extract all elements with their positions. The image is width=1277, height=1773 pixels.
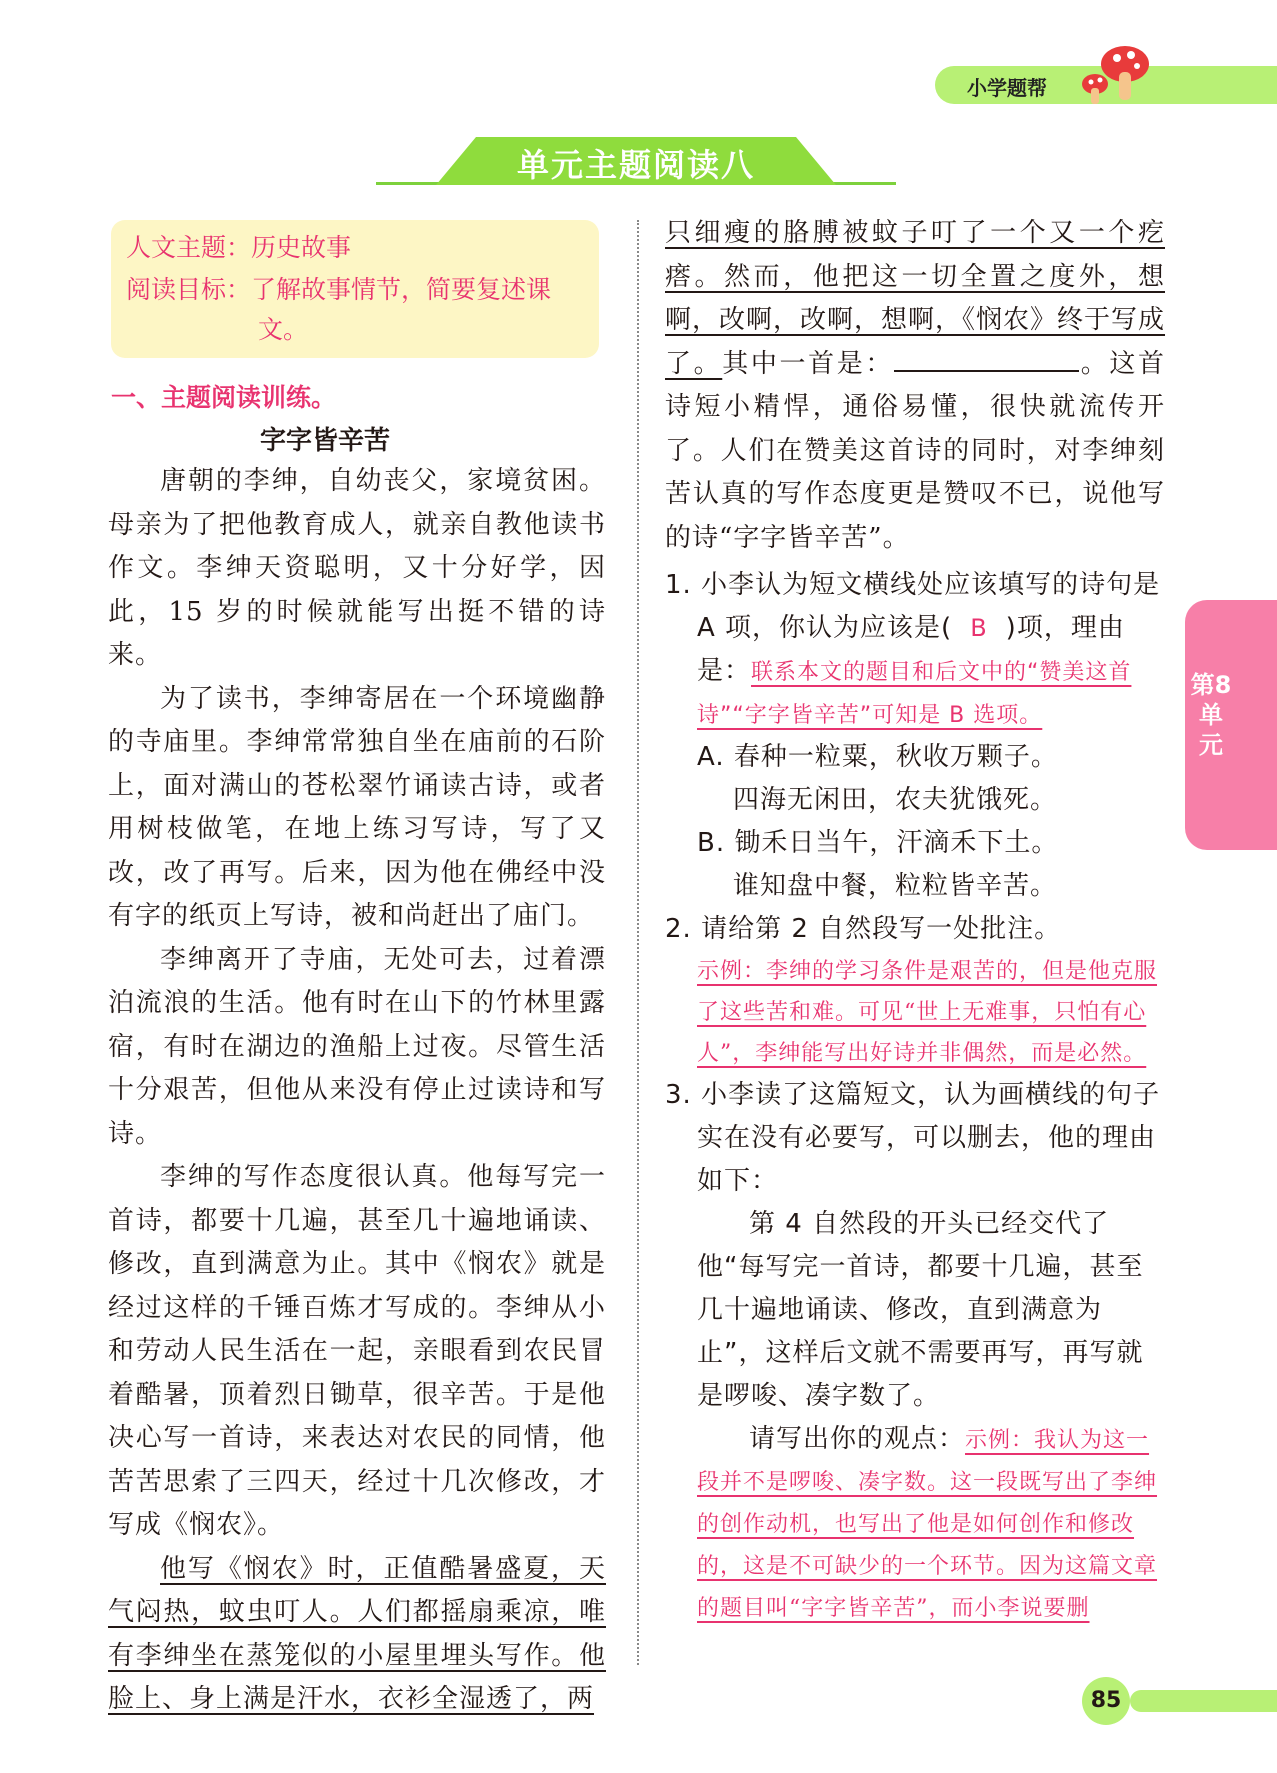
paragraph-3: 李绅离开了寺庙，无处可去，过着漂泊流浪的生活。他有时在山下的竹林里露宿，有时在湖边的渔船上过夜。尽管生活十分艰苦，但他从来没有停止过读诗和写诗。 xyxy=(108,944,606,1149)
underlined-sentence-right: 只细瘦的胳膊被蚊子叮了一个又一个疙瘩。然而，他把这一切全置之度外，想啊，改啊，改啊，想啊，《悯农》终于写成了。 xyxy=(665,218,1166,379)
paragraph-1: 唐朝的李绅，自幼丧父，家境贫困。母亲为了把他教育成人，就亲自教他读书作文。李绅天资聪明，又十分好学，因此，15 岁的时候就能写出挺不错的诗来。 xyxy=(108,466,606,670)
question-3-answer[interactable]: 示例：我认为这一段并不是啰唆、凑字数。这一段既写出了李绅的创作动机，也写出了他是如何创作和修改的，这是不可缺少的一个环节。因为这篇文章的题目叫“字字皆辛苦”，而小李说要删 xyxy=(697,1428,1158,1621)
page-number: 85 xyxy=(1090,1688,1122,1713)
question-3: 3. 小李读了这篇短文，认为画横线的句子实在没有必要写，可以删去，他的理由如下： xyxy=(665,1080,1161,1196)
footer-bar xyxy=(1130,1690,1277,1712)
question-1 xyxy=(665,564,1165,736)
question-3-opinion xyxy=(665,1418,1165,1629)
question-1-answer[interactable]: B xyxy=(970,614,988,642)
paragraph-5-end: 。这首诗短小精悍，通俗易懂，很快就流传开了。人们在赞美这首诗的同时，对李绅刻苦认真的写作态度更是赞叹不已，说他写的诗“字字皆辛苦”。 xyxy=(665,348,1165,553)
unit-label: 第8单元 xyxy=(1190,671,1232,759)
story-right-column xyxy=(665,212,1165,1629)
question-2: 2. 请给第 2 自然段写一处批注。 xyxy=(665,914,1062,944)
paragraph-4: 李绅的写作态度很认真。他每写完一首诗，都要十几遍，甚至几十遍地诵读、修改，直到满意为止。其中《悯农》就是经过这样的千锤百炼才写成的。李绅从小和劳动人民生活在一起，亲眼看到农民冒着酷暑，顶着烈日锄草，很辛苦。于是他决心写一首诗，来表达对农民的同情，他苦苦思索了三四天，经过十几次修改，才写成《悯农》。 xyxy=(108,1162,606,1540)
option-a-line-1: A. 春种一粒粟，秋收万颗子。 xyxy=(697,742,1058,772)
question-1-text: 1. 小李认为短文横线处应该填写的诗句是 A 项，你认为应该是( xyxy=(665,570,1161,643)
question-1-text-2: )项，理由是： xyxy=(697,613,1125,686)
option-a-line-2: 四海无闲田，农夫犹饿死。 xyxy=(733,785,1058,815)
story-title: 字字皆辛苦 xyxy=(259,426,390,456)
option-b-line-1: B. 锄禾日当午，汗滴禾下土。 xyxy=(697,828,1059,858)
question-2-answer[interactable]: 示例：李绅的学习条件是艰苦的，但是他克服了这些苦和难。可见“世上无难事，只怕有心人”，李绅能写出好诗并非偶然，而是必然。 xyxy=(697,959,1158,1066)
question-3-quote: 第 4 自然段的开头已经交代了他“每写完一首诗，都要十几遍，甚至几十遍地诵读、修改，直到满意为止”，这样后文就不需要再写，再写就是啰唆、凑字数了。 xyxy=(697,1209,1144,1411)
mushroom-icon xyxy=(1075,42,1155,112)
column-divider xyxy=(637,220,639,1665)
goal-line: 阅读目标：了解故事情节，简要复述课 xyxy=(126,275,552,304)
story-left-column xyxy=(108,460,606,1722)
question-1-reason[interactable]: 联系本文的题目和后文中的“赞美这首诗”“字字皆辛苦”可知是 B 选项。 xyxy=(697,660,1132,728)
goal-line-cont: 文。 xyxy=(258,315,309,344)
theme-line: 人文主题：历史故事 xyxy=(126,233,352,262)
fill-blank[interactable] xyxy=(894,344,1079,372)
underlined-sentence-left: 他写《悯农》时，正值酷暑盛夏，天气闷热，蚊虫叮人。人们都摇扇乘凉，唯有李绅坐在蒸笼似的小屋里埋头写作。他脸上、身上满是汗水，衣衫全湿透了，两 xyxy=(108,1553,606,1714)
section-heading: 一、主题阅读训练。 xyxy=(111,383,337,412)
option-b-line-2: 谁知盘中餐，粒粒皆辛苦。 xyxy=(733,871,1058,901)
blank-prefix: 其中一首是： xyxy=(722,348,895,379)
page-title: 单元主题阅读八 xyxy=(516,146,755,184)
paragraph-2: 为了读书，李绅寄居在一个环境幽静的寺庙里。李绅常常独自坐在庙前的石阶上，面对满山的苍松翠竹诵读古诗，或者用树枝做笔，在地上练习写诗，写了又改，改了再写。后来，因为他在佛经中没有字的纸页上写诗，被和尚赶出了庙门。 xyxy=(108,683,606,931)
question-3-prompt: 请写出你的观点： xyxy=(749,1424,966,1454)
brand-name: 小学题帮 xyxy=(967,76,1047,100)
